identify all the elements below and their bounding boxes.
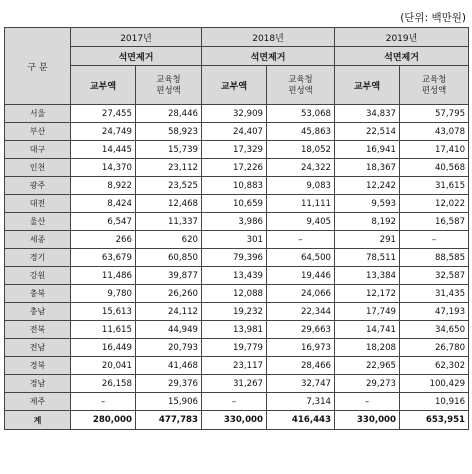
value-cell: 8,192 [335, 213, 400, 231]
value-cell: 19,232 [202, 303, 267, 321]
region-cell: 인천 [5, 159, 71, 177]
value-cell: 34,837 [335, 105, 400, 123]
value-cell: 280,000 [71, 411, 136, 430]
value-cell: 58,923 [136, 123, 202, 141]
value-cell: 40,568 [400, 159, 469, 177]
value-cell: 13,439 [202, 267, 267, 285]
value-cell: 17,226 [202, 159, 267, 177]
value-cell: 32,587 [400, 267, 469, 285]
value-cell: 47,193 [400, 303, 469, 321]
value-cell: 17,410 [400, 141, 469, 159]
region-cell: 충남 [5, 303, 71, 321]
value-cell: 78,511 [335, 249, 400, 267]
value-cell: 44,949 [136, 321, 202, 339]
value-cell: 100,429 [400, 375, 469, 393]
table-row [5, 339, 469, 357]
value-cell: 24,749 [71, 123, 136, 141]
total-label: 계 [5, 411, 71, 430]
region-cell: 세종 [5, 231, 71, 249]
value-cell: 31,615 [400, 177, 469, 195]
edu-header-2019: 교육청 편성액 [400, 66, 469, 105]
total-row [5, 411, 469, 430]
value-cell: 11,486 [71, 267, 136, 285]
value-cell: – [267, 231, 335, 249]
value-cell: 8,922 [71, 177, 136, 195]
value-cell: 29,376 [136, 375, 202, 393]
value-cell: 23,112 [136, 159, 202, 177]
group-header-2018: 석면제거 [202, 47, 335, 66]
value-cell: 11,337 [136, 213, 202, 231]
value-cell: 88,585 [400, 249, 469, 267]
value-cell: 18,208 [335, 339, 400, 357]
value-cell: 266 [71, 231, 136, 249]
budget-table [4, 27, 469, 430]
value-cell: – [202, 393, 267, 411]
value-cell: 62,302 [400, 357, 469, 375]
value-cell: 29,663 [267, 321, 335, 339]
value-cell: 7,314 [267, 393, 335, 411]
value-cell: 64,500 [267, 249, 335, 267]
value-cell: 15,739 [136, 141, 202, 159]
value-cell: 24,112 [136, 303, 202, 321]
table-body [5, 105, 469, 430]
value-cell: 18,052 [267, 141, 335, 159]
value-cell: 29,273 [335, 375, 400, 393]
value-cell: 26,260 [136, 285, 202, 303]
value-cell: – [71, 393, 136, 411]
table-row [5, 195, 469, 213]
moe-header-2018: 교부액 [202, 66, 267, 105]
table-row [5, 357, 469, 375]
table-row [5, 321, 469, 339]
region-cell: 경남 [5, 375, 71, 393]
value-cell: 28,446 [136, 105, 202, 123]
value-cell: 60,850 [136, 249, 202, 267]
value-cell: 22,344 [267, 303, 335, 321]
value-cell: 22,965 [335, 357, 400, 375]
value-cell: 27,455 [71, 105, 136, 123]
table-row [5, 285, 469, 303]
value-cell: 45,863 [267, 123, 335, 141]
moe-header-2017: 교부액 [71, 66, 136, 105]
value-cell: 26,158 [71, 375, 136, 393]
region-cell: 전남 [5, 339, 71, 357]
value-cell: 20,041 [71, 357, 136, 375]
value-cell: 53,068 [267, 105, 335, 123]
table-row [5, 141, 469, 159]
value-cell: 13,384 [335, 267, 400, 285]
value-cell: 291 [335, 231, 400, 249]
table-row [5, 303, 469, 321]
value-cell: 9,593 [335, 195, 400, 213]
value-cell: 41,468 [136, 357, 202, 375]
value-cell: 23,525 [136, 177, 202, 195]
value-cell: 20,793 [136, 339, 202, 357]
value-cell: 63,679 [71, 249, 136, 267]
value-cell: 57,795 [400, 105, 469, 123]
table-row [5, 105, 469, 123]
value-cell: 10,883 [202, 177, 267, 195]
region-cell: 대전 [5, 195, 71, 213]
region-cell: 서울 [5, 105, 71, 123]
value-cell: 31,435 [400, 285, 469, 303]
value-cell: 16,587 [400, 213, 469, 231]
value-cell: 43,078 [400, 123, 469, 141]
value-cell: 11,111 [267, 195, 335, 213]
value-cell: 13,981 [202, 321, 267, 339]
region-cell: 부산 [5, 123, 71, 141]
region-cell: 전북 [5, 321, 71, 339]
table-row [5, 123, 469, 141]
value-cell: 16,941 [335, 141, 400, 159]
value-cell: 16,449 [71, 339, 136, 357]
value-cell: 26,780 [400, 339, 469, 357]
group-header-2017: 석면제거 [71, 47, 202, 66]
value-cell: 32,909 [202, 105, 267, 123]
value-cell: 8,424 [71, 195, 136, 213]
region-cell: 제주 [5, 393, 71, 411]
value-cell: 6,547 [71, 213, 136, 231]
region-cell: 충북 [5, 285, 71, 303]
table-row [5, 231, 469, 249]
value-cell: 39,877 [136, 267, 202, 285]
value-cell: 32,747 [267, 375, 335, 393]
table-row [5, 249, 469, 267]
table-row [5, 177, 469, 195]
value-cell: 15,906 [136, 393, 202, 411]
value-cell: 10,659 [202, 195, 267, 213]
value-cell: 12,242 [335, 177, 400, 195]
value-cell: 16,973 [267, 339, 335, 357]
edu-header-2018: 교육청 편성액 [267, 66, 335, 105]
value-cell: – [400, 231, 469, 249]
region-cell: 강원 [5, 267, 71, 285]
year-2018-header: 2018년 [202, 28, 335, 47]
edu-header-2017: 교육청 편성액 [136, 66, 202, 105]
value-cell: 17,329 [202, 141, 267, 159]
corner-header: 구 분 [5, 28, 71, 105]
value-cell: 23,117 [202, 357, 267, 375]
value-cell: 22,514 [335, 123, 400, 141]
value-cell: – [335, 393, 400, 411]
value-cell: 416,443 [267, 411, 335, 430]
value-cell: 34,650 [400, 321, 469, 339]
region-cell: 광주 [5, 177, 71, 195]
region-cell: 대구 [5, 141, 71, 159]
value-cell: 11,615 [71, 321, 136, 339]
value-cell: 620 [136, 231, 202, 249]
value-cell: 14,370 [71, 159, 136, 177]
region-cell: 울산 [5, 213, 71, 231]
value-cell: 24,407 [202, 123, 267, 141]
value-cell: 301 [202, 231, 267, 249]
moe-header-2019: 교부액 [335, 66, 400, 105]
value-cell: 9,083 [267, 177, 335, 195]
table-row [5, 267, 469, 285]
value-cell: 3,986 [202, 213, 267, 231]
value-cell: 10,916 [400, 393, 469, 411]
value-cell: 18,367 [335, 159, 400, 177]
value-cell: 9,780 [71, 285, 136, 303]
group-header-2019: 석면제거 [335, 47, 469, 66]
region-cell: 경기 [5, 249, 71, 267]
region-cell: 경북 [5, 357, 71, 375]
value-cell: 24,322 [267, 159, 335, 177]
table-row [5, 375, 469, 393]
value-cell: 14,741 [335, 321, 400, 339]
value-cell: 15,613 [71, 303, 136, 321]
value-cell: 330,000 [202, 411, 267, 430]
value-cell: 330,000 [335, 411, 400, 430]
value-cell: 12,468 [136, 195, 202, 213]
value-cell: 12,172 [335, 285, 400, 303]
value-cell: 653,951 [400, 411, 469, 430]
unit-note: (단위: 백만원) [400, 12, 466, 24]
value-cell: 19,446 [267, 267, 335, 285]
year-2019-header: 2019년 [335, 28, 469, 47]
value-cell: 31,267 [202, 375, 267, 393]
value-cell: 24,066 [267, 285, 335, 303]
value-cell: 12,088 [202, 285, 267, 303]
value-cell: 17,749 [335, 303, 400, 321]
table-row [5, 159, 469, 177]
table-row [5, 213, 469, 231]
table-row [5, 393, 469, 411]
value-cell: 9,405 [267, 213, 335, 231]
value-cell: 19,779 [202, 339, 267, 357]
year-2017-header: 2017년 [71, 28, 202, 47]
value-cell: 12,022 [400, 195, 469, 213]
value-cell: 79,396 [202, 249, 267, 267]
value-cell: 14,445 [71, 141, 136, 159]
value-cell: 477,783 [136, 411, 202, 430]
value-cell: 28,466 [267, 357, 335, 375]
